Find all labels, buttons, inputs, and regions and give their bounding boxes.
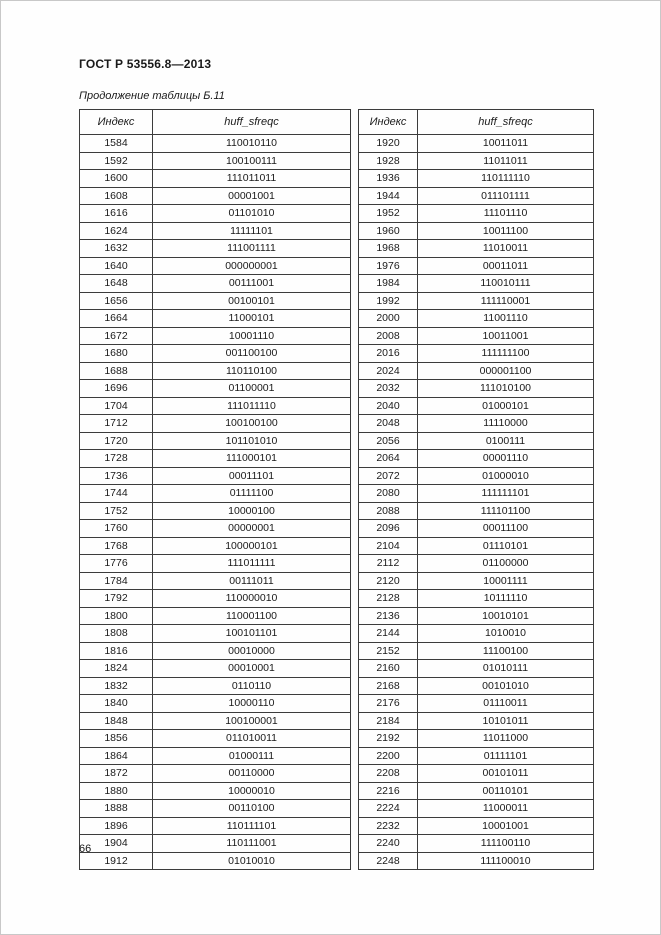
huff-code-cell: 01000111: [153, 747, 351, 765]
table-row: [359, 520, 594, 538]
index-cell: 1880: [80, 782, 153, 800]
index-cell: 1848: [80, 712, 153, 730]
table-row: [80, 817, 351, 835]
index-cell: 2232: [359, 817, 418, 835]
index-cell: 1640: [80, 257, 153, 275]
table-row: [359, 835, 594, 853]
table-row: [80, 152, 351, 170]
col-header-huff-right: huff_sfreqc: [418, 110, 594, 135]
huff-code-cell: 00110100: [153, 800, 351, 818]
huff-code-cell: 110111001: [153, 835, 351, 853]
huff-code-cell: 11100100: [418, 642, 594, 660]
index-cell: 1816: [80, 642, 153, 660]
table-row: [80, 590, 351, 608]
index-cell: 1944: [359, 187, 418, 205]
index-cell: 1776: [80, 555, 153, 573]
index-cell: 1632: [80, 240, 153, 258]
index-cell: 2088: [359, 502, 418, 520]
index-cell: 2224: [359, 800, 418, 818]
index-cell: 1912: [80, 852, 153, 870]
index-cell: 1600: [80, 170, 153, 188]
index-cell: 2024: [359, 362, 418, 380]
huff-code-cell: 00001110: [418, 450, 594, 468]
huff-code-cell: 00111011: [153, 572, 351, 590]
table-row: [359, 257, 594, 275]
index-cell: 1888: [80, 800, 153, 818]
index-cell: 2216: [359, 782, 418, 800]
index-cell: 1720: [80, 432, 153, 450]
index-cell: 2056: [359, 432, 418, 450]
table-row: [359, 730, 594, 748]
table-row: [80, 450, 351, 468]
col-header-index-left: Индекс: [80, 110, 153, 135]
index-cell: 1688: [80, 362, 153, 380]
huff-code-cell: 100100001: [153, 712, 351, 730]
huff-code-cell: 0110110: [153, 677, 351, 695]
huff-code-cell: 111111101: [418, 485, 594, 503]
huff-code-cell: 00101011: [418, 765, 594, 783]
table-row: [359, 502, 594, 520]
table-row: [80, 362, 351, 380]
index-cell: 1728: [80, 450, 153, 468]
index-cell: 1616: [80, 205, 153, 223]
huff-code-cell: 00011011: [418, 257, 594, 275]
index-cell: 2160: [359, 660, 418, 678]
huff-code-cell: 01010010: [153, 852, 351, 870]
table-row: [359, 590, 594, 608]
table-row: [80, 765, 351, 783]
huff-code-cell: 000000001: [153, 257, 351, 275]
col-header-index-right: Индекс: [359, 110, 418, 135]
table-row: [80, 502, 351, 520]
index-cell: 1736: [80, 467, 153, 485]
index-cell: 1864: [80, 747, 153, 765]
huff-code-cell: 01111101: [418, 747, 594, 765]
table-row: [80, 205, 351, 223]
huff-code-cell: 10010101: [418, 607, 594, 625]
index-cell: 1992: [359, 292, 418, 310]
huff-code-cell: 01101010: [153, 205, 351, 223]
huff-code-cell: 01010111: [418, 660, 594, 678]
table-row: [80, 660, 351, 678]
huff-code-cell: 100100111: [153, 152, 351, 170]
index-cell: 1952: [359, 205, 418, 223]
table-row: [359, 222, 594, 240]
table-row: [80, 257, 351, 275]
huff-code-cell: 11000011: [418, 800, 594, 818]
table-row: [80, 835, 351, 853]
huff-code-cell: 11110000: [418, 415, 594, 433]
index-cell: 1920: [359, 135, 418, 153]
table-row: [80, 170, 351, 188]
index-cell: 2152: [359, 642, 418, 660]
table-row: [359, 642, 594, 660]
huff-code-cell: 110111101: [153, 817, 351, 835]
index-cell: 2200: [359, 747, 418, 765]
huff-code-cell: 01110101: [418, 537, 594, 555]
huff-code-cell: 00111001: [153, 275, 351, 293]
index-cell: 2168: [359, 677, 418, 695]
huff-code-cell: 00010000: [153, 642, 351, 660]
huff-code-cell: 110111110: [418, 170, 594, 188]
huff-code-cell: 10000100: [153, 502, 351, 520]
table-row: [80, 397, 351, 415]
index-cell: 1680: [80, 345, 153, 363]
huff-code-cell: 001100100: [153, 345, 351, 363]
huff-code-cell: 00011101: [153, 467, 351, 485]
huff-code-cell: 110001100: [153, 607, 351, 625]
table-row: [80, 520, 351, 538]
huff-code-cell: 00100101: [153, 292, 351, 310]
index-cell: 1656: [80, 292, 153, 310]
table-row: [80, 537, 351, 555]
index-cell: 2064: [359, 450, 418, 468]
huff-code-cell: 1010010: [418, 625, 594, 643]
huff-code-cell: 10000110: [153, 695, 351, 713]
table-row: [80, 292, 351, 310]
table-row: [359, 205, 594, 223]
index-cell: 2040: [359, 397, 418, 415]
table-row: [80, 275, 351, 293]
huff-code-cell: 110110100: [153, 362, 351, 380]
left-table-body: [80, 135, 351, 870]
table-row: [80, 222, 351, 240]
index-cell: 2208: [359, 765, 418, 783]
huff-code-cell: 11011011: [418, 152, 594, 170]
huff-code-cell: 111110001: [418, 292, 594, 310]
table-row: [359, 800, 594, 818]
table-row: [80, 572, 351, 590]
huff-code-cell: 00001001: [153, 187, 351, 205]
huff-code-cell: 10001110: [153, 327, 351, 345]
huff-code-cell: 01000010: [418, 467, 594, 485]
huff-code-cell: 011101111: [418, 187, 594, 205]
right-table-body: [359, 135, 594, 870]
index-cell: 2136: [359, 607, 418, 625]
index-cell: 1832: [80, 677, 153, 695]
index-cell: 2072: [359, 467, 418, 485]
table-row: [359, 327, 594, 345]
index-cell: 2248: [359, 852, 418, 870]
table-container: [79, 109, 594, 870]
table-row: [359, 240, 594, 258]
index-cell: 1928: [359, 152, 418, 170]
table-row: [359, 537, 594, 555]
table-row: [80, 852, 351, 870]
index-cell: 1744: [80, 485, 153, 503]
index-cell: 1824: [80, 660, 153, 678]
index-cell: 1752: [80, 502, 153, 520]
table-row: [80, 730, 351, 748]
index-cell: 1784: [80, 572, 153, 590]
index-cell: 2008: [359, 327, 418, 345]
huff-code-cell: 00110101: [418, 782, 594, 800]
huff-code-cell: 00010001: [153, 660, 351, 678]
table-row: [359, 380, 594, 398]
index-cell: 1808: [80, 625, 153, 643]
index-cell: 1792: [80, 590, 153, 608]
index-cell: 1936: [359, 170, 418, 188]
table-row: [80, 432, 351, 450]
index-cell: 2096: [359, 520, 418, 538]
table-row: [359, 625, 594, 643]
table-row: [359, 782, 594, 800]
huff-code-cell: 0100111: [418, 432, 594, 450]
table-row: [80, 677, 351, 695]
table-row: [80, 625, 351, 643]
index-cell: 1872: [80, 765, 153, 783]
table-row: [359, 135, 594, 153]
huff-code-cell: 111101100: [418, 502, 594, 520]
table-row: [359, 660, 594, 678]
index-cell: 1976: [359, 257, 418, 275]
index-cell: 1584: [80, 135, 153, 153]
index-cell: 1840: [80, 695, 153, 713]
right-table-head: [359, 110, 594, 135]
huff-code-cell: 11000101: [153, 310, 351, 328]
table-row: [359, 397, 594, 415]
index-cell: 1800: [80, 607, 153, 625]
huff-code-cell: 111011011: [153, 170, 351, 188]
huff-code-cell: 11011000: [418, 730, 594, 748]
huff-code-cell: 011010011: [153, 730, 351, 748]
table-row: [80, 415, 351, 433]
huff-code-cell: 101101010: [153, 432, 351, 450]
index-cell: 1960: [359, 222, 418, 240]
index-cell: 1896: [80, 817, 153, 835]
table-row: [359, 712, 594, 730]
col-header-huff-left: huff_sfreqc: [153, 110, 351, 135]
index-cell: 2000: [359, 310, 418, 328]
huff-code-cell: 111100110: [418, 835, 594, 853]
table-row: [359, 292, 594, 310]
index-cell: 1696: [80, 380, 153, 398]
index-cell: 2048: [359, 415, 418, 433]
table-row: [359, 677, 594, 695]
table-row: [359, 555, 594, 573]
huff-code-cell: 111011111: [153, 555, 351, 573]
huff-code-cell: 10011011: [418, 135, 594, 153]
table-row: [359, 170, 594, 188]
table-row: [359, 467, 594, 485]
index-cell: 1648: [80, 275, 153, 293]
huff-code-cell: 01111100: [153, 485, 351, 503]
header-row: [80, 110, 351, 135]
index-cell: 1592: [80, 152, 153, 170]
index-cell: 1664: [80, 310, 153, 328]
table-row: [359, 152, 594, 170]
table-row: [80, 345, 351, 363]
document-title: ГОСТ Р 53556.8—2013: [79, 57, 212, 71]
page-number: 66: [79, 843, 92, 855]
index-cell: 1856: [80, 730, 153, 748]
huff-code-cell: 10111110: [418, 590, 594, 608]
huff-code-cell: 10011100: [418, 222, 594, 240]
table-row: [359, 765, 594, 783]
huff-code-cell: 111100010: [418, 852, 594, 870]
huff-code-cell: 110010111: [418, 275, 594, 293]
huff-code-cell: 111001111: [153, 240, 351, 258]
table-row: [80, 712, 351, 730]
table-row: [359, 275, 594, 293]
index-cell: 1624: [80, 222, 153, 240]
huff-code-cell: 111111100: [418, 345, 594, 363]
index-cell: 1768: [80, 537, 153, 555]
table-row: [359, 310, 594, 328]
table-row: [359, 695, 594, 713]
table-row: [80, 327, 351, 345]
table-row: [80, 135, 351, 153]
table-row: [80, 695, 351, 713]
huff-code-cell: 00110000: [153, 765, 351, 783]
index-cell: 2176: [359, 695, 418, 713]
table-caption: Продолжение таблицы Б.11: [79, 90, 225, 102]
huff-code-cell: 11111101: [153, 222, 351, 240]
index-cell: 1712: [80, 415, 153, 433]
table-row: [359, 362, 594, 380]
huff-code-cell: 100101101: [153, 625, 351, 643]
index-cell: 1704: [80, 397, 153, 415]
table-row: [80, 240, 351, 258]
huff-code-cell: 111011110: [153, 397, 351, 415]
huff-code-cell: 11010011: [418, 240, 594, 258]
table-row: [359, 485, 594, 503]
huff-code-cell: 01000101: [418, 397, 594, 415]
huff-code-cell: 100000101: [153, 537, 351, 555]
table-row: [80, 782, 351, 800]
table-row: [359, 607, 594, 625]
index-cell: 2104: [359, 537, 418, 555]
table-row: [359, 817, 594, 835]
index-cell: 1904: [80, 835, 153, 853]
huff-code-cell: 10011001: [418, 327, 594, 345]
huff-code-cell: 111010100: [418, 380, 594, 398]
huff-code-cell: 00000001: [153, 520, 351, 538]
huff-code-cell: 10001111: [418, 572, 594, 590]
huff-code-cell: 100100100: [153, 415, 351, 433]
table-row: [80, 607, 351, 625]
index-cell: 2240: [359, 835, 418, 853]
table-row: [359, 187, 594, 205]
index-cell: 2120: [359, 572, 418, 590]
index-cell: 1984: [359, 275, 418, 293]
table-row: [80, 310, 351, 328]
huff-code-cell: 000001100: [418, 362, 594, 380]
huff-code-cell: 00011100: [418, 520, 594, 538]
huff-code-cell: 11101110: [418, 205, 594, 223]
table-row: [359, 450, 594, 468]
table-row: [80, 747, 351, 765]
table-row: [80, 642, 351, 660]
table-row: [80, 467, 351, 485]
table-row: [359, 345, 594, 363]
table-row: [80, 485, 351, 503]
huff-code-cell: 10001001: [418, 817, 594, 835]
index-cell: 2016: [359, 345, 418, 363]
right-table: [358, 109, 594, 870]
index-cell: 2144: [359, 625, 418, 643]
table-row: [80, 187, 351, 205]
index-cell: 2184: [359, 712, 418, 730]
huff-code-cell: 110010110: [153, 135, 351, 153]
table-row: [359, 747, 594, 765]
index-cell: 1608: [80, 187, 153, 205]
index-cell: 1760: [80, 520, 153, 538]
table-row: [359, 432, 594, 450]
table-row: [80, 555, 351, 573]
index-cell: 2080: [359, 485, 418, 503]
left-table-head: [80, 110, 351, 135]
index-cell: 1968: [359, 240, 418, 258]
table-row: [359, 852, 594, 870]
huff-code-cell: 01110011: [418, 695, 594, 713]
index-cell: 2128: [359, 590, 418, 608]
index-cell: 2032: [359, 380, 418, 398]
index-cell: 2112: [359, 555, 418, 573]
table-row: [359, 415, 594, 433]
table-row: [80, 380, 351, 398]
index-cell: 2192: [359, 730, 418, 748]
header-row: [359, 110, 594, 135]
huff-code-cell: 10000010: [153, 782, 351, 800]
huff-code-cell: 01100000: [418, 555, 594, 573]
huff-code-cell: 01100001: [153, 380, 351, 398]
left-table: [79, 109, 351, 870]
table-row: [80, 800, 351, 818]
huff-code-cell: 11001110: [418, 310, 594, 328]
huff-code-cell: 10101011: [418, 712, 594, 730]
huff-code-cell: 110000010: [153, 590, 351, 608]
table-row: [359, 572, 594, 590]
huff-code-cell: 111000101: [153, 450, 351, 468]
index-cell: 1672: [80, 327, 153, 345]
huff-code-cell: 00101010: [418, 677, 594, 695]
